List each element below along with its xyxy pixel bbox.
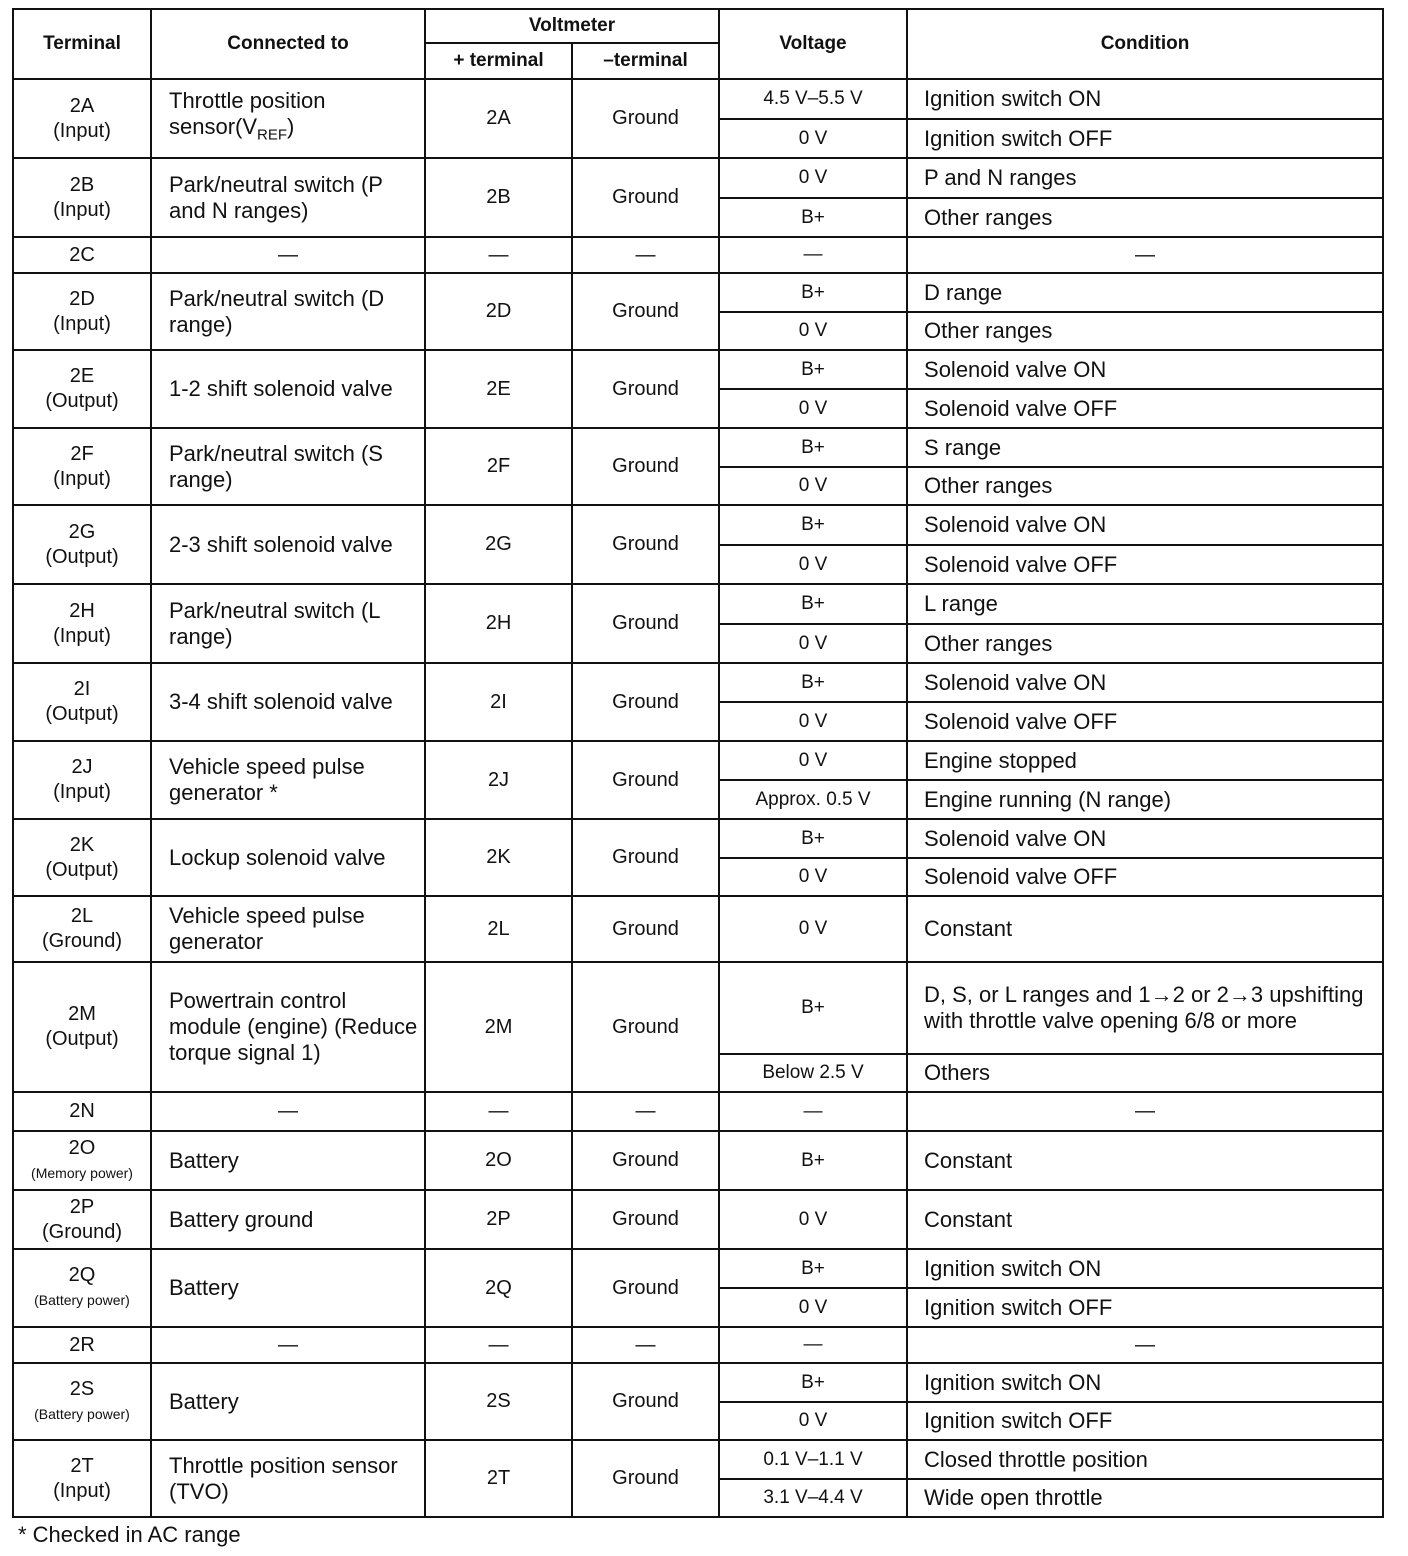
table-row <box>13 1092 1383 1131</box>
cell-minus-terminal: Ground <box>572 1190 719 1249</box>
terminal-type: (Ground) <box>41 930 123 952</box>
cell-voltage: 0 V <box>719 741 907 780</box>
cell-plus-terminal: 2Q <box>425 1249 572 1327</box>
cell-plus-terminal: — <box>425 1327 572 1363</box>
table-row <box>13 1327 1383 1363</box>
cell-voltage: B+ <box>719 1131 907 1190</box>
cell-voltage: 0 V <box>719 1190 907 1249</box>
cell-voltage: B+ <box>719 273 907 312</box>
cell-connected-to <box>151 663 425 741</box>
terminal-type: (Output) <box>45 858 119 881</box>
cell-minus-terminal: Ground <box>572 896 719 962</box>
cell-condition: D range <box>907 273 1383 312</box>
cell-terminal <box>13 1440 151 1517</box>
cell-terminal <box>13 663 151 741</box>
cell-plus-terminal: 2D <box>425 273 572 350</box>
cell-condition: Other ranges <box>907 198 1383 237</box>
cell-terminal <box>13 505 151 584</box>
cell-terminal <box>13 1190 151 1249</box>
connected-to-text: Throttle position sensor (TVO) <box>169 1452 398 1504</box>
cell-voltage: B+ <box>719 1363 907 1402</box>
cell-terminal <box>13 1092 151 1131</box>
cell-voltage: 0 V <box>719 467 907 505</box>
connected-to-text: — <box>278 1333 298 1356</box>
table-row <box>13 273 1383 312</box>
cell-terminal <box>13 741 151 819</box>
cell-minus-terminal: — <box>572 1327 719 1363</box>
cell-voltage: 0 V <box>719 702 907 741</box>
cell-condition: S range <box>907 428 1383 467</box>
table-row <box>13 584 1383 624</box>
terminal-id: 2A <box>69 94 95 117</box>
terminal-type: (Input) <box>53 198 111 221</box>
cell-condition: Ignition switch ON <box>907 1363 1383 1402</box>
cell-plus-terminal: 2I <box>425 663 572 741</box>
cell-connected-to <box>151 1440 425 1517</box>
cell-condition: Solenoid valve ON <box>907 505 1383 545</box>
cell-connected-to <box>151 505 425 584</box>
cell-connected-to <box>151 896 425 962</box>
cell-minus-terminal: Ground <box>572 350 719 428</box>
cell-voltage: — <box>719 237 907 273</box>
header-plus-terminal: + terminal <box>425 43 572 79</box>
connected-to-text: Battery <box>169 1275 239 1300</box>
cell-minus-terminal: Ground <box>572 1363 719 1440</box>
cell-connected-to <box>151 428 425 505</box>
cell-voltage: Below 2.5 V <box>719 1054 907 1092</box>
cell-connected-to <box>151 79 425 158</box>
cell-condition: Solenoid valve OFF <box>907 389 1383 428</box>
table-row <box>13 428 1383 467</box>
terminal-voltage-table <box>12 8 1384 1518</box>
cell-plus-terminal: — <box>425 237 572 273</box>
cell-connected-to <box>151 1327 425 1363</box>
cell-connected-to <box>151 1363 425 1440</box>
connected-to-text: Vehicle speed pulse generator * <box>169 754 365 805</box>
connected-to-text: Park/neutral switch (L range) <box>169 597 380 649</box>
cell-minus-terminal: Ground <box>572 962 719 1092</box>
cell-condition: — <box>907 1327 1383 1363</box>
cell-voltage: 0 V <box>719 896 907 962</box>
table-row <box>13 1131 1383 1190</box>
cell-terminal <box>13 896 151 962</box>
table-row <box>13 1190 1383 1249</box>
connected-to-text: — <box>278 1100 298 1122</box>
table-row <box>13 741 1383 780</box>
connected-to-text: Park/neutral switch (P and N ranges) <box>169 171 383 223</box>
cell-voltage: 0 V <box>719 858 907 896</box>
terminal-id: 2K <box>69 833 95 856</box>
cell-condition: Ignition switch OFF <box>907 1402 1383 1440</box>
cell-condition: Closed throttle position <box>907 1440 1383 1479</box>
cell-voltage: 0.1 V–1.1 V <box>719 1440 907 1479</box>
terminal-id: 2S <box>69 1377 95 1400</box>
footnote: * Checked in AC range <box>18 1522 241 1547</box>
connected-to-tail: ) <box>287 114 295 140</box>
cell-plus-terminal: 2L <box>425 896 572 962</box>
terminal-id: 2C <box>69 243 95 266</box>
cell-condition: — <box>907 1092 1383 1131</box>
connected-to-text: Park/neutral switch (D range) <box>169 285 385 337</box>
terminal-type: (Input) <box>53 624 111 647</box>
cell-plus-terminal: 2T <box>425 1440 572 1517</box>
connected-to-subscript: REF <box>257 126 288 144</box>
terminal-type: (Input) <box>53 467 111 490</box>
cell-terminal <box>13 273 151 350</box>
terminal-type: (Input) <box>53 119 111 142</box>
cell-terminal <box>13 819 151 896</box>
cell-voltage: — <box>719 1327 907 1363</box>
header-terminal: Terminal <box>13 9 151 79</box>
table-row <box>13 819 1383 858</box>
cell-voltage: B+ <box>719 663 907 702</box>
cell-terminal <box>13 79 151 158</box>
terminal-type: (Input) <box>53 312 111 335</box>
cell-condition: Others <box>907 1054 1383 1092</box>
cell-plus-terminal: 2G <box>425 505 572 584</box>
cell-plus-terminal: 2E <box>425 350 572 428</box>
table-body <box>13 79 1383 1517</box>
terminal-id: 2I <box>73 678 91 700</box>
terminal-id: 2O <box>68 1136 96 1159</box>
cell-condition: Engine running (N range) <box>907 780 1383 819</box>
table-row <box>13 962 1383 1054</box>
terminal-id: 2E <box>69 365 95 387</box>
cell-condition: Solenoid valve ON <box>907 350 1383 389</box>
connected-to-text: Lockup solenoid valve <box>169 844 386 870</box>
cell-condition: P and N ranges <box>907 158 1383 198</box>
cell-terminal <box>13 428 151 505</box>
terminal-type: (Input) <box>53 781 111 803</box>
terminal-type: (Battery power) <box>34 1292 130 1308</box>
cell-minus-terminal: Ground <box>572 584 719 663</box>
cell-condition: Constant <box>907 1190 1383 1249</box>
header-minus-terminal: –terminal <box>572 43 719 79</box>
cell-plus-terminal: 2O <box>425 1131 572 1190</box>
terminal-type: (Output) <box>45 390 119 412</box>
cell-terminal <box>13 158 151 237</box>
cell-condition: Other ranges <box>907 467 1383 505</box>
table-row <box>13 505 1383 545</box>
cell-connected-to <box>151 1190 425 1249</box>
cell-condition: Solenoid valve OFF <box>907 545 1383 584</box>
terminal-type: (Battery power) <box>34 1405 130 1422</box>
cell-voltage: Approx. 0.5 V <box>719 780 907 819</box>
connected-to-text: Park/neutral switch (S range) <box>169 440 383 492</box>
terminal-id: 2R <box>69 1333 95 1356</box>
connected-to-text: 2-3 shift solenoid valve <box>169 531 393 557</box>
cell-voltage: B+ <box>719 962 907 1054</box>
cell-voltage: 0 V <box>719 312 907 350</box>
terminal-id: 2T <box>70 1454 94 1477</box>
connected-to-text: Throttle position sensor(V <box>169 88 326 140</box>
terminal-type: (Ground) <box>41 1220 123 1243</box>
cell-plus-terminal: 2B <box>425 158 572 237</box>
cell-condition: Wide open throttle <box>907 1479 1383 1517</box>
cell-minus-terminal: Ground <box>572 79 719 158</box>
cell-plus-terminal: 2J <box>425 741 572 819</box>
cell-voltage: 0 V <box>719 389 907 428</box>
cell-plus-terminal: 2P <box>425 1190 572 1249</box>
cell-minus-terminal: Ground <box>572 1131 719 1190</box>
cell-voltage: B+ <box>719 819 907 858</box>
connected-to-text: — <box>278 243 298 266</box>
cell-minus-terminal: Ground <box>572 663 719 741</box>
cell-connected-to <box>151 962 425 1092</box>
connected-to-text: Powertrain control module (engine) (Reduce torque signal 1) <box>169 988 418 1065</box>
terminal-id: 2Q <box>68 1264 96 1286</box>
cell-voltage: B+ <box>719 505 907 545</box>
cell-voltage: 0 V <box>719 624 907 663</box>
cell-terminal <box>13 350 151 428</box>
header-connected-to: Connected to <box>151 9 425 79</box>
cell-condition: Other ranges <box>907 624 1383 663</box>
cell-minus-terminal: — <box>572 237 719 273</box>
terminal-type: (Output) <box>45 545 119 568</box>
table-row <box>13 79 1383 119</box>
cell-voltage: 4.5 V–5.5 V <box>719 79 907 119</box>
cell-condition: Ignition switch OFF <box>907 1288 1383 1327</box>
header-condition: Condition <box>907 9 1383 79</box>
connected-to-text: 3-4 shift solenoid valve <box>169 689 393 714</box>
cell-condition: Other ranges <box>907 312 1383 350</box>
cell-minus-terminal: Ground <box>572 1249 719 1327</box>
cell-voltage: — <box>719 1092 907 1131</box>
cell-minus-terminal: Ground <box>572 428 719 505</box>
cell-connected-to <box>151 158 425 237</box>
cell-voltage: B+ <box>719 428 907 467</box>
cell-connected-to <box>151 584 425 663</box>
cell-connected-to <box>151 237 425 273</box>
table-row <box>13 663 1383 702</box>
cell-condition: Constant <box>907 1131 1383 1190</box>
table-row <box>13 158 1383 198</box>
terminal-type: (Input) <box>53 1479 111 1502</box>
terminal-id: 2B <box>69 173 95 196</box>
cell-voltage: 3.1 V–4.4 V <box>719 1479 907 1517</box>
cell-condition: D, S, or L ranges and 1→2 or 2→3 upshifting with throttle valve opening 6/8 or more <box>907 962 1383 1054</box>
cell-connected-to <box>151 741 425 819</box>
cell-voltage: 0 V <box>719 1402 907 1440</box>
terminal-id: 2J <box>71 756 93 778</box>
cell-plus-terminal: 2F <box>425 428 572 505</box>
cell-voltage: 0 V <box>719 119 907 158</box>
cell-condition: Ignition switch ON <box>907 79 1383 119</box>
cell-voltage: B+ <box>719 1249 907 1288</box>
terminal-id: 2L <box>70 905 94 927</box>
cell-voltage: 0 V <box>719 158 907 198</box>
cell-condition: Constant <box>907 896 1383 962</box>
table-row <box>13 237 1383 273</box>
table-row <box>13 1440 1383 1479</box>
cell-voltage: 0 V <box>719 1288 907 1327</box>
cell-minus-terminal: Ground <box>572 505 719 584</box>
cell-terminal <box>13 584 151 663</box>
cell-terminal <box>13 1249 151 1327</box>
cell-connected-to <box>151 1092 425 1131</box>
cell-terminal <box>13 237 151 273</box>
header-voltmeter: Voltmeter <box>425 9 719 43</box>
terminal-id: 2H <box>69 599 95 622</box>
cell-connected-to <box>151 350 425 428</box>
cell-connected-to <box>151 1249 425 1327</box>
terminal-id: 2P <box>69 1195 95 1218</box>
terminal-id: 2M <box>68 1003 96 1025</box>
cell-condition: Solenoid valve ON <box>907 663 1383 702</box>
table-row <box>13 350 1383 389</box>
cell-voltage: B+ <box>719 198 907 237</box>
cell-voltage: B+ <box>719 584 907 624</box>
terminal-id: 2G <box>68 520 96 543</box>
connected-to-text: Battery <box>169 1147 239 1173</box>
terminal-type: (Output) <box>45 703 119 725</box>
cell-condition: Solenoid valve OFF <box>907 702 1383 741</box>
connected-to-text: Battery ground <box>169 1206 314 1232</box>
cell-minus-terminal: Ground <box>572 741 719 819</box>
table-row <box>13 1249 1383 1288</box>
cell-minus-terminal: Ground <box>572 819 719 896</box>
cell-plus-terminal: 2S <box>425 1363 572 1440</box>
cell-voltage: 0 V <box>719 545 907 584</box>
table-row <box>13 896 1383 962</box>
cell-connected-to <box>151 819 425 896</box>
connected-to-text: Vehicle speed pulse generator <box>169 903 365 954</box>
cell-condition: — <box>907 237 1383 273</box>
cell-plus-terminal: 2K <box>425 819 572 896</box>
cell-plus-terminal: 2A <box>425 79 572 158</box>
cell-terminal <box>13 962 151 1092</box>
cell-plus-terminal: — <box>425 1092 572 1131</box>
cell-minus-terminal: Ground <box>572 273 719 350</box>
terminal-id: 2F <box>70 442 94 465</box>
cell-plus-terminal: 2M <box>425 962 572 1092</box>
terminal-type: (Output) <box>45 1028 119 1050</box>
cell-condition: Ignition switch OFF <box>907 119 1383 158</box>
cell-plus-terminal: 2H <box>425 584 572 663</box>
cell-minus-terminal: Ground <box>572 158 719 237</box>
cell-terminal <box>13 1131 151 1190</box>
cell-connected-to <box>151 1131 425 1190</box>
cell-terminal <box>13 1327 151 1363</box>
cell-minus-terminal: — <box>572 1092 719 1131</box>
connected-to-text: Battery <box>169 1388 239 1414</box>
cell-condition: Engine stopped <box>907 741 1383 780</box>
terminal-id: 2D <box>69 287 95 310</box>
connected-to-text: 1-2 shift solenoid valve <box>169 376 393 401</box>
cell-condition: Solenoid valve OFF <box>907 858 1383 896</box>
terminal-type: (Memory power) <box>31 1164 133 1181</box>
cell-condition: L range <box>907 584 1383 624</box>
terminal-id: 2N <box>69 1100 95 1122</box>
cell-connected-to <box>151 273 425 350</box>
cell-minus-terminal: Ground <box>572 1440 719 1517</box>
cell-voltage: B+ <box>719 350 907 389</box>
header-voltage: Voltage <box>719 9 907 79</box>
table-row <box>13 1363 1383 1402</box>
cell-terminal <box>13 1363 151 1440</box>
cell-condition: Solenoid valve ON <box>907 819 1383 858</box>
cell-condition: Ignition switch ON <box>907 1249 1383 1288</box>
